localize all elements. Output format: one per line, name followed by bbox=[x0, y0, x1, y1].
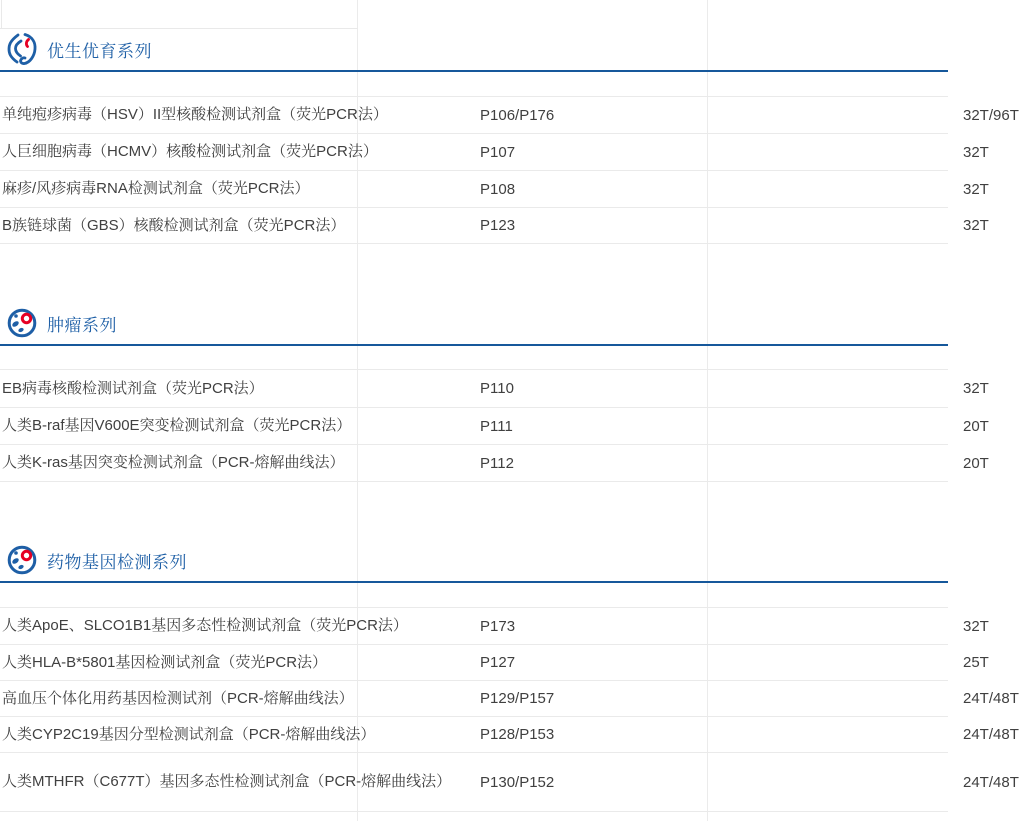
table-row bbox=[0, 370, 989, 408]
spacer bbox=[0, 72, 948, 97]
product-code: P123 bbox=[480, 217, 516, 234]
section-header-pharmacogenomics bbox=[0, 539, 948, 583]
product-name: B族链球菌（GBS）核酸检测试剂盒（荧光PCR法） bbox=[2, 216, 346, 234]
product-code: P128/P153 bbox=[480, 726, 555, 743]
product-name: 人巨细胞病毒（HCMV）核酸检测试剂盒（荧光PCR法） bbox=[2, 143, 378, 160]
section-header-prenatal bbox=[0, 28, 948, 72]
product-code: P110 bbox=[480, 380, 514, 397]
section-header-tumor bbox=[0, 302, 948, 346]
prenatal-series-logo-icon bbox=[6, 32, 38, 66]
product-name: 高血压个体化用药基因检测试剂（PCR-熔解曲线法） bbox=[2, 689, 354, 707]
cell-icon bbox=[6, 543, 38, 577]
table-row bbox=[0, 134, 989, 171]
product-name: 人类HLA-B*5801基因检测试剂盒（荧光PCR法） bbox=[2, 653, 328, 671]
spacer bbox=[0, 0, 948, 28]
product-name: 人类CYP2C19基因分型检测试剂盒（PCR-熔解曲线法） bbox=[2, 725, 376, 743]
spacer bbox=[0, 482, 948, 539]
product-spec: 32T/96T bbox=[963, 106, 1019, 124]
product-code: P106/P176 bbox=[480, 106, 555, 124]
product-code: P108 bbox=[480, 180, 516, 198]
product-spec: 32T bbox=[963, 180, 989, 198]
product-name: 麻疹/风疹病毒RNA检测试剂盒（荧光PCR法） bbox=[2, 180, 310, 197]
product-spec: 32T bbox=[963, 143, 989, 161]
spacer bbox=[0, 346, 948, 370]
table-row bbox=[0, 408, 989, 445]
product-spec: 32T bbox=[963, 380, 989, 397]
spacer bbox=[0, 583, 948, 608]
table-row bbox=[0, 171, 989, 208]
product-code: P112 bbox=[480, 454, 514, 472]
cell-icon bbox=[6, 306, 38, 340]
spacer bbox=[0, 244, 948, 302]
table-row bbox=[0, 681, 1019, 717]
product-spec: 32T bbox=[963, 617, 989, 635]
table-row bbox=[0, 717, 1019, 753]
section-title: 药物基因检测系列 bbox=[47, 552, 187, 572]
product-spec: 20T bbox=[963, 454, 989, 472]
table-row bbox=[0, 97, 1019, 134]
product-name: EB病毒核酸检测试剂盒（荧光PCR法） bbox=[2, 379, 264, 397]
product-spec: 24T/48T bbox=[963, 773, 1019, 791]
product-name: 单纯疱疹病毒（HSV）II型核酸检测试剂盒（荧光PCR法） bbox=[2, 106, 388, 123]
product-spec: 32T bbox=[963, 217, 989, 234]
table-row bbox=[0, 445, 989, 482]
product-name: 人类B-raf基因V600E突变检测试剂盒（荧光PCR法） bbox=[2, 417, 352, 434]
product-code: P107 bbox=[480, 143, 516, 161]
section-title: 肿瘤系列 bbox=[47, 315, 117, 335]
table-row bbox=[0, 753, 1019, 812]
product-name: 人类MTHFR（C677T）基因多态性检测试剂盒（PCR-熔解曲线法） bbox=[2, 773, 452, 790]
product-code: P173 bbox=[480, 617, 516, 635]
product-spec: 25T bbox=[963, 654, 989, 671]
product-name: 人类K-ras基因突变检测试剂盒（PCR-熔解曲线法） bbox=[2, 454, 345, 471]
table-row bbox=[0, 208, 989, 244]
product-spec: 24T/48T bbox=[963, 726, 1019, 743]
product-code: P111 bbox=[480, 417, 513, 435]
table-row bbox=[0, 645, 989, 681]
product-code: P130/P152 bbox=[480, 773, 555, 791]
product-code: P127 bbox=[480, 654, 516, 671]
table-row bbox=[0, 608, 989, 645]
product-spec: 20T bbox=[963, 417, 989, 435]
product-name: 人类ApoE、SLCO1B1基因多态性检测试剂盒（荧光PCR法） bbox=[2, 617, 408, 634]
product-code: P129/P157 bbox=[480, 690, 555, 707]
product-spec: 24T/48T bbox=[963, 690, 1019, 707]
section-title: 优生优育系列 bbox=[47, 41, 152, 61]
